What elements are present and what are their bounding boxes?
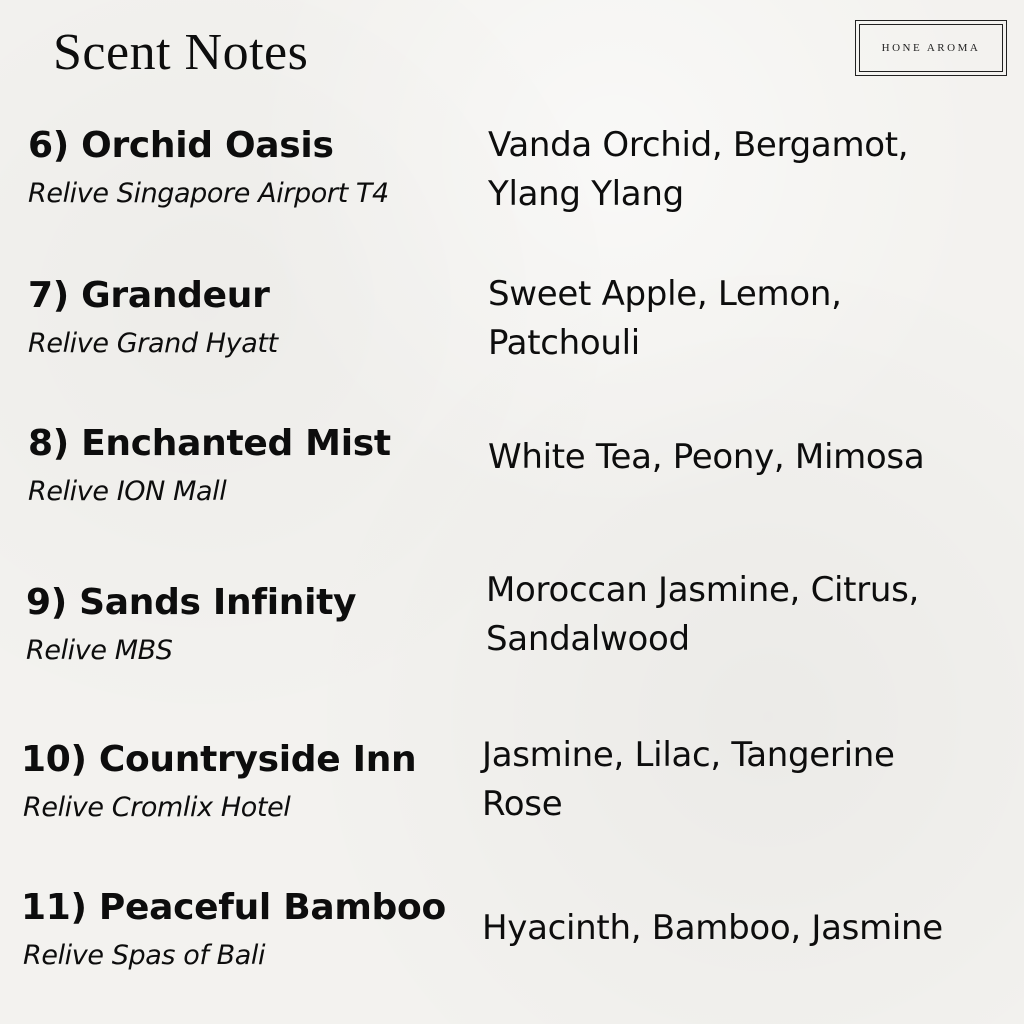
- scent-name: 9) Sands Infinity: [26, 582, 357, 623]
- scent-name: 7) Grandeur: [28, 275, 270, 316]
- page-title: Scent Notes: [53, 24, 309, 81]
- brand-name: HONE AROMA: [881, 42, 981, 54]
- scent-subtitle: Relive MBS: [26, 635, 173, 666]
- scent-notes: Vanda Orchid, Bergamot, Ylang Ylang: [488, 125, 909, 214]
- scent-name: 11) Peaceful Bamboo: [21, 887, 446, 928]
- scent-subtitle: Relive ION Mall: [28, 476, 227, 507]
- scent-subtitle: Relive Cromlix Hotel: [23, 792, 291, 823]
- scent-subtitle: Relive Spas of Bali: [23, 940, 266, 971]
- scent-notes: Moroccan Jasmine, Citrus, Sandalwood: [486, 570, 920, 659]
- scent-name: 10) Countryside Inn: [21, 739, 417, 780]
- scent-subtitle: Relive Grand Hyatt: [28, 328, 278, 359]
- brand-logo: [855, 20, 1007, 76]
- scent-name: 6) Orchid Oasis: [28, 125, 334, 166]
- scent-notes: Hyacinth, Bamboo, Jasmine: [482, 908, 943, 948]
- scent-subtitle: Relive Singapore Airport T4: [28, 178, 389, 209]
- scent-notes: White Tea, Peony, Mimosa: [488, 437, 925, 477]
- scent-notes: Sweet Apple, Lemon, Patchouli: [488, 274, 842, 363]
- scent-notes: Jasmine, Lilac, Tangerine Rose: [482, 735, 895, 824]
- scent-name: 8) Enchanted Mist: [28, 423, 391, 464]
